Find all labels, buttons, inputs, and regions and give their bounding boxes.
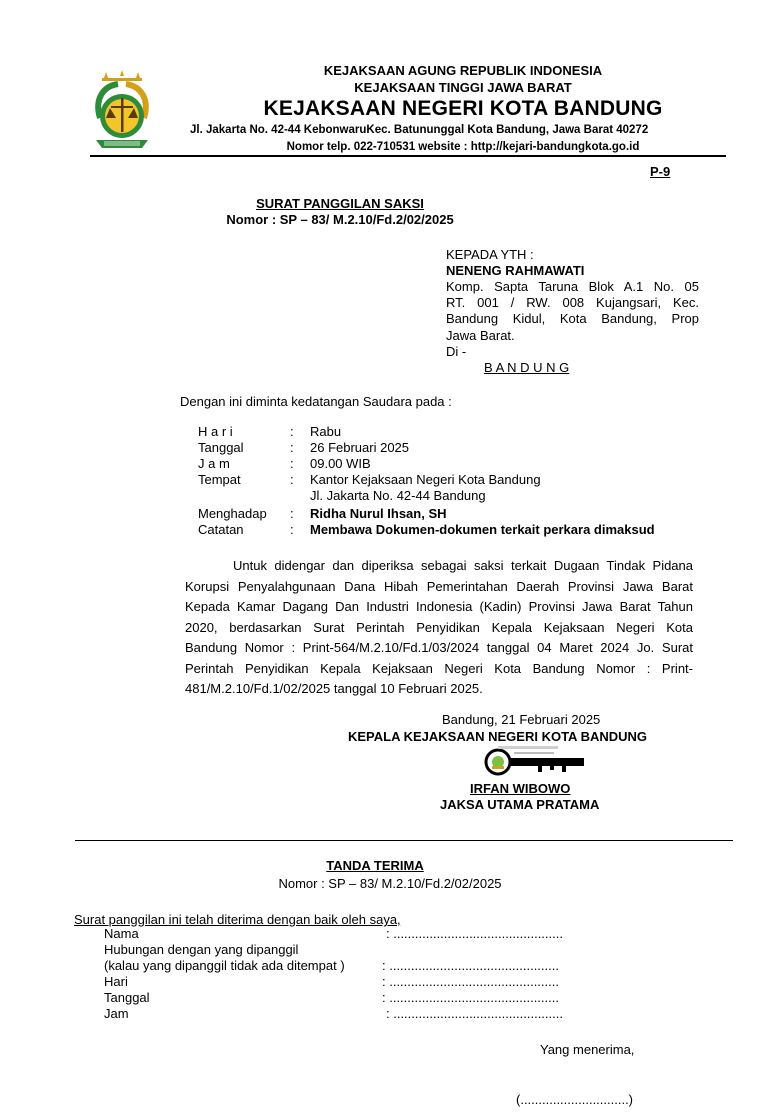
kop-line-3: KEJAKSAAN NEGERI KOTA BANDUNG [263,97,663,120]
kop-line-2: KEJAKSAAN TINGGI JAWA BARAT [354,80,572,95]
kop-divider [90,155,726,157]
receipt-field-blank[interactable]: : ............................................... [382,958,559,973]
body-line: Kepada Kamar Dagang Dan Industri Indonesia (Kadin) Provinsi Jawa Barat Tahun [185,599,693,614]
receipt-receiver-label: Yang menerima, [540,1042,635,1057]
receipt-field-label: (kalau yang dipanggil tidak ada ditempat ) [104,958,345,973]
body-line: 481/M.2.10/Fd.1/02/2025 tanggal 10 Februari 2025. [185,681,483,696]
detail-label: Tempat [198,472,241,487]
detail-label: Menghadap [198,506,267,521]
receipt-field-blank[interactable]: : ............................................... [382,990,559,1005]
receipt-field-label: Hari [104,974,128,989]
electronic-signature-mark [478,744,588,778]
recipient-address [446,279,699,344]
signature-position: KEPALA KEJAKSAAN NEGERI KOTA BANDUNG [348,729,648,744]
detail-colon: : [290,522,294,537]
detail-value: Ridha Nurul Ihsan, SH [310,506,447,521]
signature-place-date: Bandung, 21 Februari 2025 [442,712,601,727]
kop-contact: Nomor telp. 022-710531 website : http://kejari-bandungkota.go.id [286,141,640,153]
receipt-receiver-blank[interactable]: (..............................) [516,1092,634,1107]
section-divider [75,840,733,841]
receipt-field-blank[interactable]: : ............................................... [382,974,559,989]
recipient-address-line: Jawa Barat. [446,327,515,343]
body-line: Untuk didengar dan diperiksa sebagai saksi terkait Dugaan Tindak Pidana [233,558,693,573]
body-line: Perintah Penyidikan Kepala Kejaksaan Negeri Kota Bandung Nomor : Print- [185,660,693,676]
receipt-field-label: Tanggal [104,990,150,1005]
receipt-field-label: Hubungan dengan yang dipanggil [104,942,299,957]
detail-value: Membawa Dokumen-dokumen terkait perkara dimaksud [310,522,655,537]
recipient-kepada: KEPADA YTH : [446,247,534,262]
surat-title: SURAT PANGGILAN SAKSI [256,196,424,211]
intro-text: Dengan ini diminta kedatangan Saudara pada : [180,394,452,409]
detail-colon: : [290,472,294,487]
recipient-name: NENENG RAHMAWATI [446,263,585,278]
body-paragraph [185,556,693,700]
receipt-statement: Surat panggilan ini telah diterima dengan baik oleh saya, [74,912,401,927]
surat-number: Nomor : SP – 83/ M.2.10/Fd.2/02/2025 [226,212,454,227]
body-line: 2020, berdasarkan Surat Perintah Penyidikan Kepala Kejaksaan Negeri Kota [185,619,693,635]
kejaksaan-emblem-logo [90,68,154,156]
detail-label: H a r i [198,424,233,439]
signature-name: IRFAN WIBOWO [470,781,571,796]
recipient-city: B A N D U N G [484,360,570,375]
detail-label: J a m [198,456,230,471]
detail-colon: : [290,456,294,471]
receipt-fields [104,926,584,1026]
kop-line-1: KEJAKSAAN AGUNG REPUBLIK INDONESIA [323,63,603,78]
body-line: Bandung Nomor : Print-564/M.2.10/Fd.1/03/2024 tanggal 04 Maret 2024 Jo. Surat [185,640,693,655]
receipt-field-blank[interactable]: : ............................................... [386,926,563,941]
body-line: Korupsi Penyalahgunaan Dana Hibah Pemerintahan Daerah Provinsi Jawa Barat [185,578,693,594]
recipient-di: Di - [446,344,467,359]
receipt-title: TANDA TERIMA [326,858,424,873]
detail-value: 26 Februari 2025 [310,440,410,455]
receipt-field-blank[interactable]: : ............................................... [386,1006,563,1021]
recipient-address-line: Komp. Sapta Taruna Blok A.1 No. 05 [446,279,699,294]
recipient-address-line: RT. 001 / RW. 008 Kujangsari, Kec. [446,295,699,311]
detail-colon: : [290,424,294,439]
receipt-field-label: Jam [104,1006,129,1021]
detail-value: 09.00 WIB [310,456,371,471]
recipient-address-line: Bandung Kidul, Kota Bandung, Prop [446,311,699,327]
form-code: P-9 [650,164,671,179]
detail-value: Rabu [310,424,342,439]
details-table [198,424,718,544]
detail-label: Catatan [198,522,244,537]
detail-label: Tanggal [198,440,244,455]
detail-colon: : [290,440,294,455]
detail-colon: : [290,506,294,521]
kop-address: Jl. Jakarta No. 42-44 KebonwaruKec. Batununggal Kota Bandung, Jawa Barat 40272 [190,124,649,136]
detail-value: Jl. Jakarta No. 42-44 Bandung [310,488,486,503]
receipt-number: Nomor : SP – 83/ M.2.10/Fd.2/02/2025 [278,876,502,891]
detail-value: Kantor Kejaksaan Negeri Kota Bandung [310,472,541,487]
signature-rank: JAKSA UTAMA PRATAMA [440,797,600,812]
receipt-field-label: Nama [104,926,139,941]
